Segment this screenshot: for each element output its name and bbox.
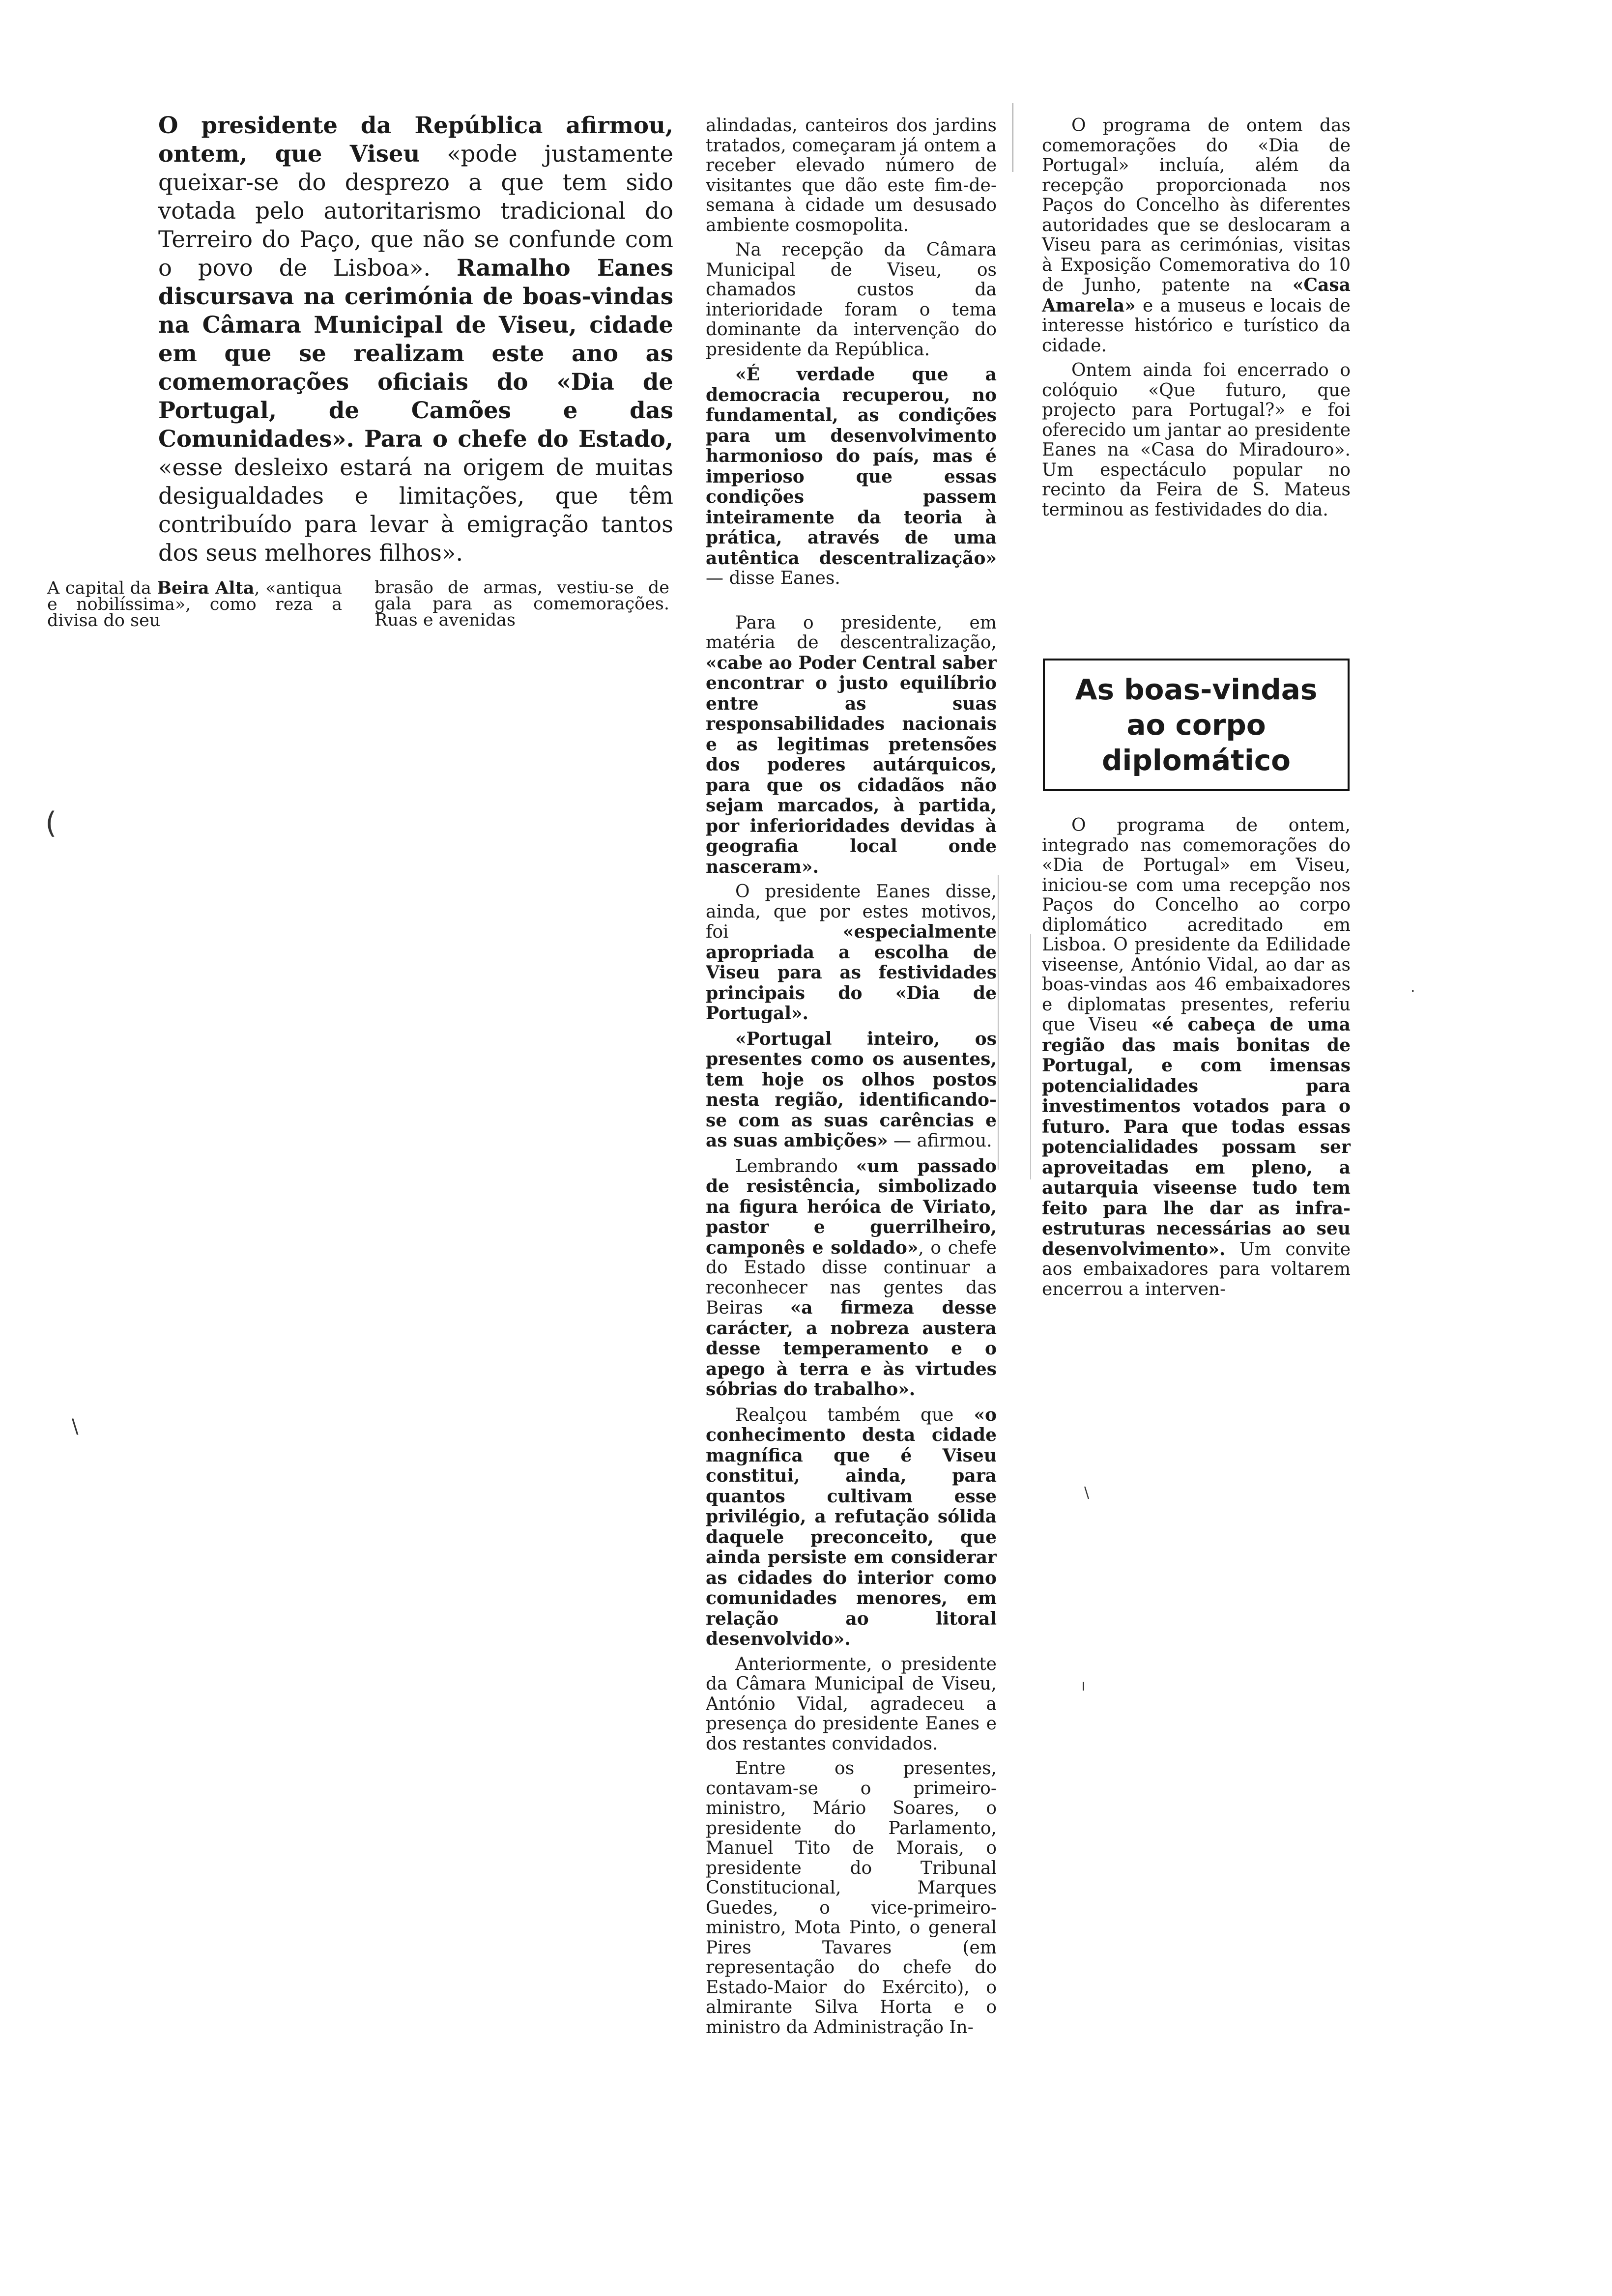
- col-b-text: brasão de armas, vestiu-se de gala para as comemorações. Ruas e avenidas: [374, 578, 669, 630]
- scan-mark-3: \: [1084, 1484, 1090, 1501]
- scan-mark-5: ·: [1410, 983, 1415, 1000]
- scan-mark-1: (: [45, 806, 57, 840]
- subhead-box: [1043, 659, 1350, 791]
- col-a-text-1: A capital da: [47, 578, 157, 598]
- col-c-p8: [706, 1405, 997, 1650]
- col-c-p1: alindadas, canteiros dos jardins tratados, começaram já ontem a receber elevado número de visitantes que dão este fim-de-semana à cidade um desusado ambiente cosmopolita.: [706, 116, 997, 235]
- col-c-p3: [706, 365, 997, 589]
- lead-part2: «pode justamente queixar-se do desprezo a que tem sido votada pelo autoritarismo tradicional do Terreiro do Paço, que não se confunde com o povo de Lisboa».: [158, 141, 673, 281]
- col-c-p7-a: Lembrando: [735, 1156, 856, 1177]
- col-c-p9: Anteriormente, o presidente da Câmara Municipal de Viseu, António Vidal, agradeceu a presença do presidente Eanes e dos restantes convidados.: [706, 1654, 997, 1754]
- scan-mark-2: \: [72, 1415, 79, 1438]
- col-c-p5: [706, 882, 997, 1024]
- col-c-p5-text: O presidente Eanes disse, ainda, que por estes motivos, foi: [706, 882, 997, 942]
- col-a-text-2: , «antiqua e nobilíssima», como reza a divisa do seu: [47, 578, 342, 631]
- col-c-p4: [706, 613, 997, 878]
- column-rule-2: [998, 875, 999, 1170]
- col-c-p6: [706, 1029, 997, 1151]
- column-b: [374, 580, 669, 629]
- col-d-p2: Ontem ainda foi encerrado o colóquio «Que futuro, que projecto para Portugal?» e foi oferecido um jantar ao presidente Eanes na «Casa do Miradouro». Um espectáculo popular no recinto da Feira de S. Mateus terminou as festividades do dia.: [1042, 360, 1351, 520]
- col-c-p7-d: «a firmeza desse carácter, a nobreza austera desse temperamento e o apego à terra e às virtudes sóbrias do trabalho».: [706, 1297, 997, 1400]
- lead-paragraph: [158, 111, 673, 567]
- column-a: [47, 580, 342, 629]
- col-d-p1-b: «Casa Amarela»: [1042, 275, 1351, 316]
- col-c-p6-quote: «Portugal inteiro, os presentes como os ausentes, tem hoje os olhos postos nesta região, identificando-se com as suas carências e as suas ambições»: [706, 1028, 997, 1151]
- col-c-p7: [706, 1156, 997, 1400]
- col-d-p1: [1042, 116, 1351, 356]
- column-d: [1042, 116, 1351, 525]
- lead-part3: Ramalho Eanes discursava na cerimónia de boas-vindas na Câmara Municipal de Viseu, cidade em que se realizam este ano as comemorações oficiais do «Dia de Portugal, de Camões e das Comunidades». Para o chefe do Estado,: [158, 254, 673, 452]
- subhead-title: As boas-vindas ao corpo diplomático: [1075, 673, 1318, 777]
- col-c-p5-quote: «especialmente apropriada a escolha de Viseu para as festividades principais do «Dia de Portugal».: [706, 921, 997, 1024]
- col-c-p2: Na recepção da Câmara Municipal de Viseu, os chamados custos da interioridade foram o tema dominante da intervenção do presidente da República.: [706, 240, 997, 360]
- col-c-p4-text: Para o presidente, em matéria de descentralização,: [706, 612, 997, 653]
- col-c-p8-b: «o conhecimento desta cidade magnífica que é Viseu constitui, ainda, para quantos cultivam esse privilégio, a refutação sólida daquele preconceito, que ainda persiste em considerar as cidades do interior como comunidades menores, em relação ao litoral desenvolvido».: [706, 1404, 997, 1649]
- column-rule-3: [1030, 934, 1031, 1179]
- column-d-lower: [1042, 816, 1351, 1304]
- scan-mark-4: ı: [1081, 1676, 1086, 1694]
- col-d-p3-b: «é cabeça de uma região das mais bonitas de Portugal, e com imensas potencialidades para investimentos votados para o futuro. Para que todas essas potencialidades possam ser aproveitadas em pleno, a autarquia viseense tudo tem feito para lhe dar as infra-estruturas necessárias ao seu desenvolvimento».: [1042, 1014, 1351, 1260]
- col-c-p3-quote: «É verdade que a democracia recuperou, no fundamental, as condições para um desenvolvimento harmonioso do país, mas é imperioso que essas condições passem inteiramente da teoria à prática, através de uma autêntica descentralização»: [706, 364, 997, 569]
- col-c-p6-tail: — afirmou.: [888, 1131, 992, 1151]
- col-a-bold: Beira Alta: [157, 578, 255, 598]
- col-d-p3: [1042, 816, 1351, 1299]
- lead-part1: O presidente da República afirmou, ontem, que Viseu: [158, 112, 673, 167]
- col-c-p3-tail: — disse Eanes.: [706, 568, 840, 588]
- col-c-p7-c: , o chefe do Estado disse continuar a reconhecer nas gentes das Beiras: [706, 1237, 997, 1318]
- lead-part4: «esse desleixo estará na origem de muitas desigualdades e limitações, que têm contribuído para levar à emigração tantos dos seus melhores filhos».: [158, 454, 673, 566]
- col-c-p7-b: «um passado de resistência, simbolizado na figura heróica de Viriato, pastor e guerrilheiro, camponês e soldado»: [706, 1155, 997, 1258]
- col-c-p4-quote: «cabe ao Poder Central saber encontrar o justo equilíbrio entre as suas responsabilidades nacionais e as legitimas pretensões dos poderes autárquicos, para que os cidadãos não sejam marcados, à partida, por inferioridades devidas à geografia local onde nasceram».: [706, 652, 997, 877]
- column-rule-1: [1012, 103, 1013, 172]
- column-c: [706, 116, 997, 2296]
- col-d-p3-a: O programa de ontem, integrado nas comemorações do «Dia de Portugal» em Viseu, iniciou-se com uma recepção nos Paços do Concelho ao corpo diplomático acreditado em Lisboa. O presidente da Edilidade viseense, António Vidal, ao dar as boas-vindas aos 46 embaixadores e diplomatas presentes, referiu que Viseu: [1042, 815, 1351, 1035]
- col-c-p10: Entre os presentes, contavam-se o primeiro-ministro, Mário Soares, o presidente do Parlamento, Manuel Tito de Morais, o presidente do Tribunal Constitucional, Marques Guedes, o vice-primeiro-ministro, Mota Pinto, o general Pires Tavares (em representação do chefe do Estado-Maior do Exército), o almirante Silva Horta e o ministro da Administração In-: [706, 1758, 997, 2038]
- col-d-p3-c: Um convite aos embaixadores para voltarem encerrou a interven-: [1042, 1239, 1351, 1299]
- col-c-p8-a: Realçou também que: [735, 1405, 974, 1425]
- col-d-p1-c: e a museus e locais de interesse histórico e turístico da cidade.: [1042, 295, 1351, 356]
- col-d-p1-a: O programa de ontem das comemorações do «Dia de Portugal» incluía, além da recepção proporcionada nos Paços do Concelho às diferentes autoridades que se deslocaram a Viseu para as cerimónias, visitas à Exposição Comemorativa do 10 de Junho, patente na: [1042, 115, 1351, 295]
